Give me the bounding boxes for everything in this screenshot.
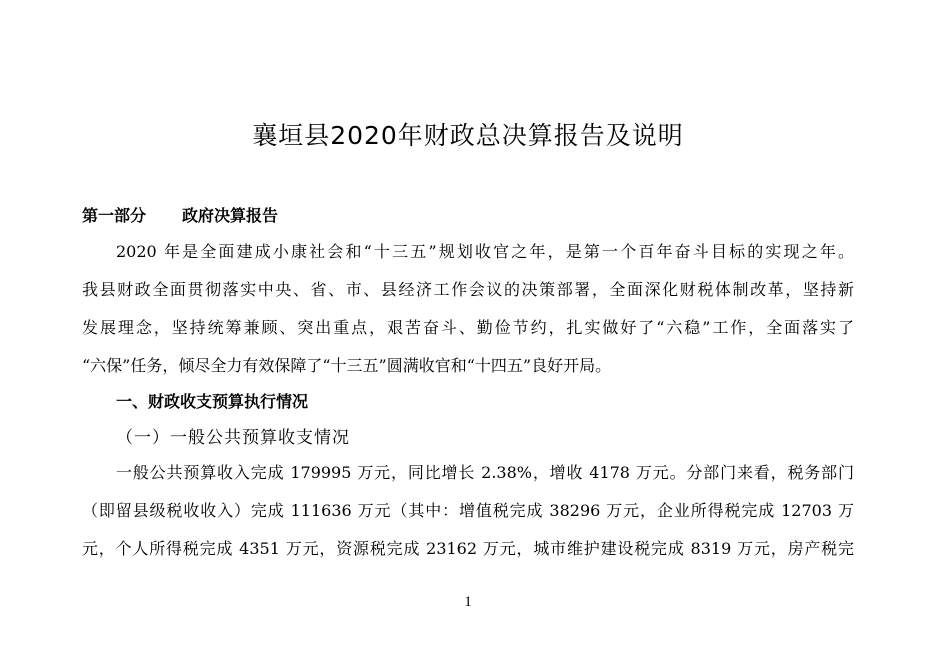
paragraph-line: 发展理念，坚持统筹兼顾、突出重点，艰苦奋斗、勤俭节约，扎实做好了“六稳”工作，全面落实了 xyxy=(82,318,854,337)
paragraph-line: 一般公共预算收入完成 179995 万元，同比增长 2.38%，增收 4178 万元。分部门来看，税务部门 xyxy=(116,463,854,482)
part-name: 政府决算报告 xyxy=(182,206,279,225)
paragraph-line: （即留县级税收收入）完成 111636 万元（其中：增值税完成 38296 万元，企业所得税完成 12703 万 xyxy=(82,501,854,520)
paragraph-line: “六保”任务，倾尽全力有效保障了“十三五”圆满收官和“十四五”良好开局。 xyxy=(82,356,612,375)
page-number: 1 xyxy=(464,594,472,610)
subsection-heading: （一）一般公共预算收支情况 xyxy=(116,428,350,448)
part-heading xyxy=(82,204,854,228)
part-label: 第一部分 xyxy=(82,206,147,225)
document-title: 襄垣县2020年财政总决算报告及说明 xyxy=(252,121,684,150)
paragraph-line: 元，个人所得税完成 4351 万元，资源税完成 23162 万元，城市维护建设税完成 8319 万元，房产税完 xyxy=(82,539,854,558)
paragraph-line: 我县财政全面贯彻落实中央、省、市、县经济工作会议的决策部署，全面深化财税体制改革，坚持新 xyxy=(82,280,854,299)
section-heading: 一、财政收支预算执行情况 xyxy=(116,392,309,411)
paragraph-line: 2020 年是全面建成小康社会和“十三五”规划收官之年，是第一个百年奋斗目标的实现之年。 xyxy=(116,242,854,261)
